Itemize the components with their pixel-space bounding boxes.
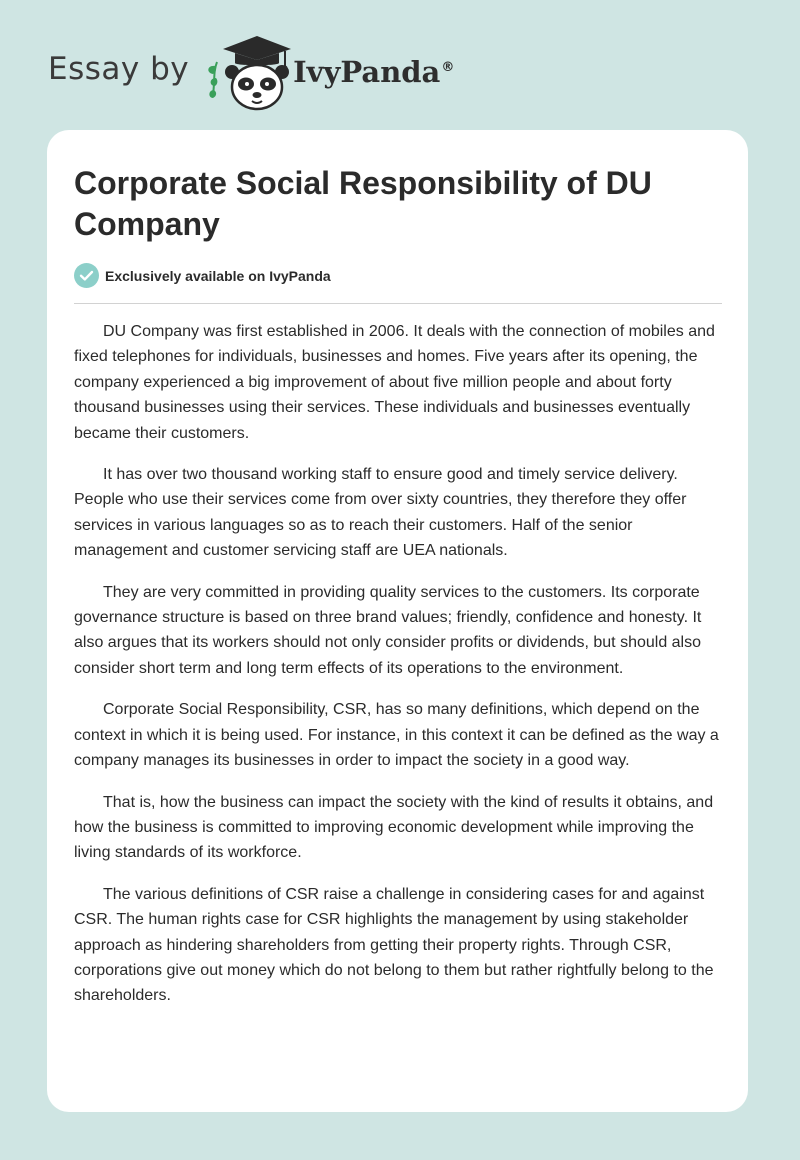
paragraph: They are very committed in providing quality services to the customers. Its corporate governance structure is based on three brand values; friendly, confidence and honesty. It also argues that its workers should not only consider profits or dividends, but should also consider short term and long term effects of its operations to the environment.: [74, 583, 702, 677]
paragraph: The various definitions of CSR raise a challenge in considering cases for and against CSR. The human rights case for CSR highlights the management by using stakeholder approach as hindering shareholders from getting their property rights. Through CSR, corporations give out money which do not belong to them but rather rightfully belong to the shareholders.: [74, 885, 714, 1005]
essay-by-label: Essay by: [48, 51, 190, 87]
exclusive-badge: [74, 263, 331, 288]
registered-mark: ®: [441, 60, 455, 76]
article-title: Corporate Social Responsibility of DU Company: [74, 165, 652, 242]
exclusive-badge-label: Exclusively available on IvyPanda: [105, 267, 331, 284]
checkmark-icon: [74, 263, 99, 288]
brand-name[interactable]: [293, 55, 454, 89]
paragraph: It has over two thousand working staff to ensure good and timely service delivery. People who use their services come from over sixty countries, they therefore they offer services in various languages so as to reach their customers. Half of the senior management and customer servicing staff are UEA nationals.: [74, 466, 687, 560]
divider: [74, 303, 722, 304]
article-card: [47, 130, 748, 1112]
brand-name-text: IvyPanda: [293, 55, 441, 89]
site-header: [48, 32, 454, 112]
article-body: [74, 319, 726, 1025]
panda-graduation-cap-logo-icon[interactable]: [203, 32, 291, 112]
paragraph: Corporate Social Responsibility, CSR, has so many definitions, which depend on the context in which it is being used. For instance, in this context it can be defined as the way a company manages its businesses in order to impact the society in a good way.: [74, 701, 719, 770]
paragraph: DU Company was first established in 2006. It deals with the connection of mobiles and fixed telephones for individuals, businesses and homes. Five years after its opening, the company experienced a big improvement of about five million people and about forty thousand businesses using their services. These individuals and businesses eventually became their customers.: [74, 323, 715, 442]
paragraph: That is, how the business can impact the society with the kind of results it obtains, and how the business is committed to improving economic development while improving the living standards of its workforce.: [74, 793, 714, 862]
